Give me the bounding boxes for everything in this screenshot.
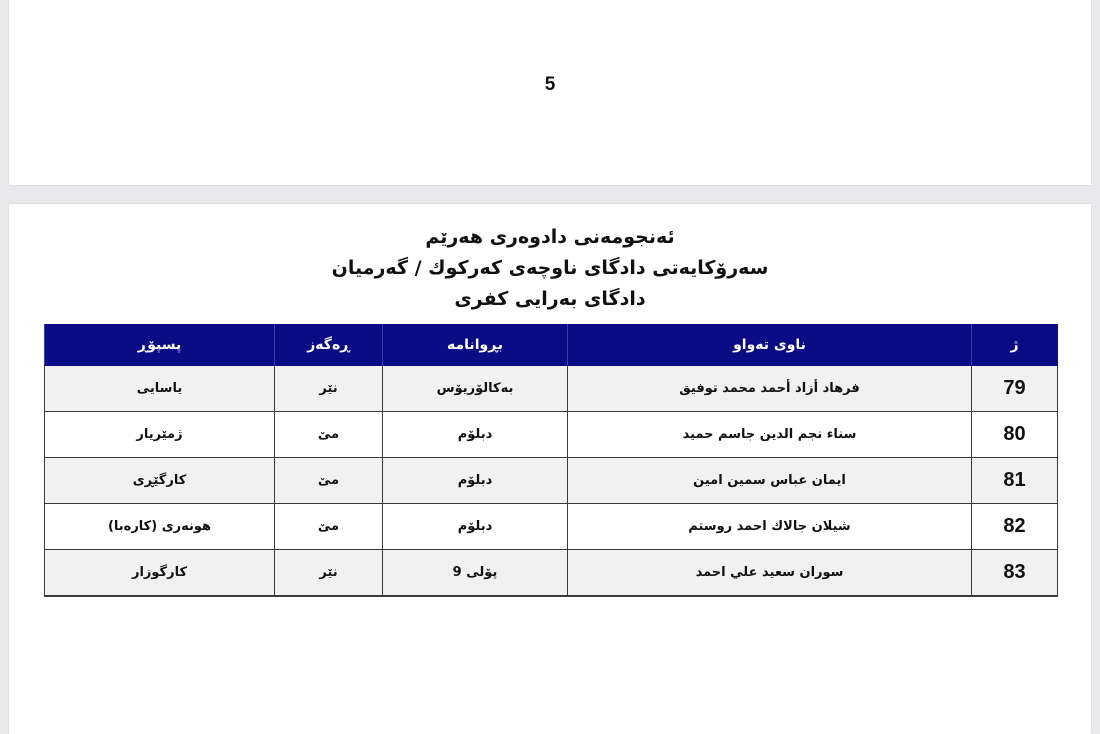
cell-specialty: کارگوزار [45, 550, 275, 597]
table-row [45, 504, 1058, 550]
cell-degree: پۆلی 9 [383, 550, 568, 597]
cell-degree: بەکالۆریۆس [383, 366, 568, 412]
column-header-gender: ڕەگەز [275, 325, 383, 366]
cell-specialty: هونەری (کارەبا) [45, 504, 275, 550]
heading-court: دادگای بەرایی کفری [454, 288, 646, 310]
cell-full-name: شيلان جالاك احمد روستم [568, 504, 972, 550]
cell-gender: مێ [275, 412, 383, 458]
cell-index: 83 [972, 550, 1058, 597]
cell-degree: دبلۆم [383, 504, 568, 550]
heading-council: ئەنجومەنی دادوەری هەرێم [425, 226, 675, 248]
cell-full-name: سوران سعيد علي احمد [568, 550, 972, 597]
cell-specialty: یاسایی [45, 366, 275, 412]
cell-full-name: سناء نجم الدين جاسم حميد [568, 412, 972, 458]
cell-degree: دبلۆم [383, 458, 568, 504]
column-header-specialty: پسپۆڕ [45, 325, 275, 366]
document-headings [9, 222, 1091, 315]
table-row [45, 458, 1058, 504]
cell-gender: مێ [275, 458, 383, 504]
table-row [45, 366, 1058, 412]
cell-specialty: کارگێڕی [45, 458, 275, 504]
cell-gender: مێ [275, 504, 383, 550]
column-header-degree: بڕوانامە [383, 325, 568, 366]
column-header-index: ژ [972, 325, 1058, 366]
column-header-full-name: ناوی تەواو [568, 325, 972, 366]
document-page [9, 204, 1091, 734]
cell-full-name: ايمان عباس سمين امين [568, 458, 972, 504]
cell-index: 82 [972, 504, 1058, 550]
table-header-row [45, 325, 1058, 366]
table-row [45, 550, 1058, 597]
page-number: 5 [544, 74, 556, 95]
cell-gender: نێر [275, 550, 383, 597]
table-row [45, 412, 1058, 458]
cell-index: 79 [972, 366, 1058, 412]
cell-index: 80 [972, 412, 1058, 458]
cell-specialty: ژمێریار [45, 412, 275, 458]
cell-degree: دبلۆم [383, 412, 568, 458]
cell-gender: نێر [275, 366, 383, 412]
heading-presidency: سەرۆکایەتی دادگای ناوچەی کەرکوك / گەرمیان [331, 257, 769, 279]
previous-page [9, 0, 1091, 185]
cell-full-name: فرهاد أزاد أحمد محمد توفيق [568, 366, 972, 412]
employee-table [44, 324, 1058, 597]
cell-index: 81 [972, 458, 1058, 504]
